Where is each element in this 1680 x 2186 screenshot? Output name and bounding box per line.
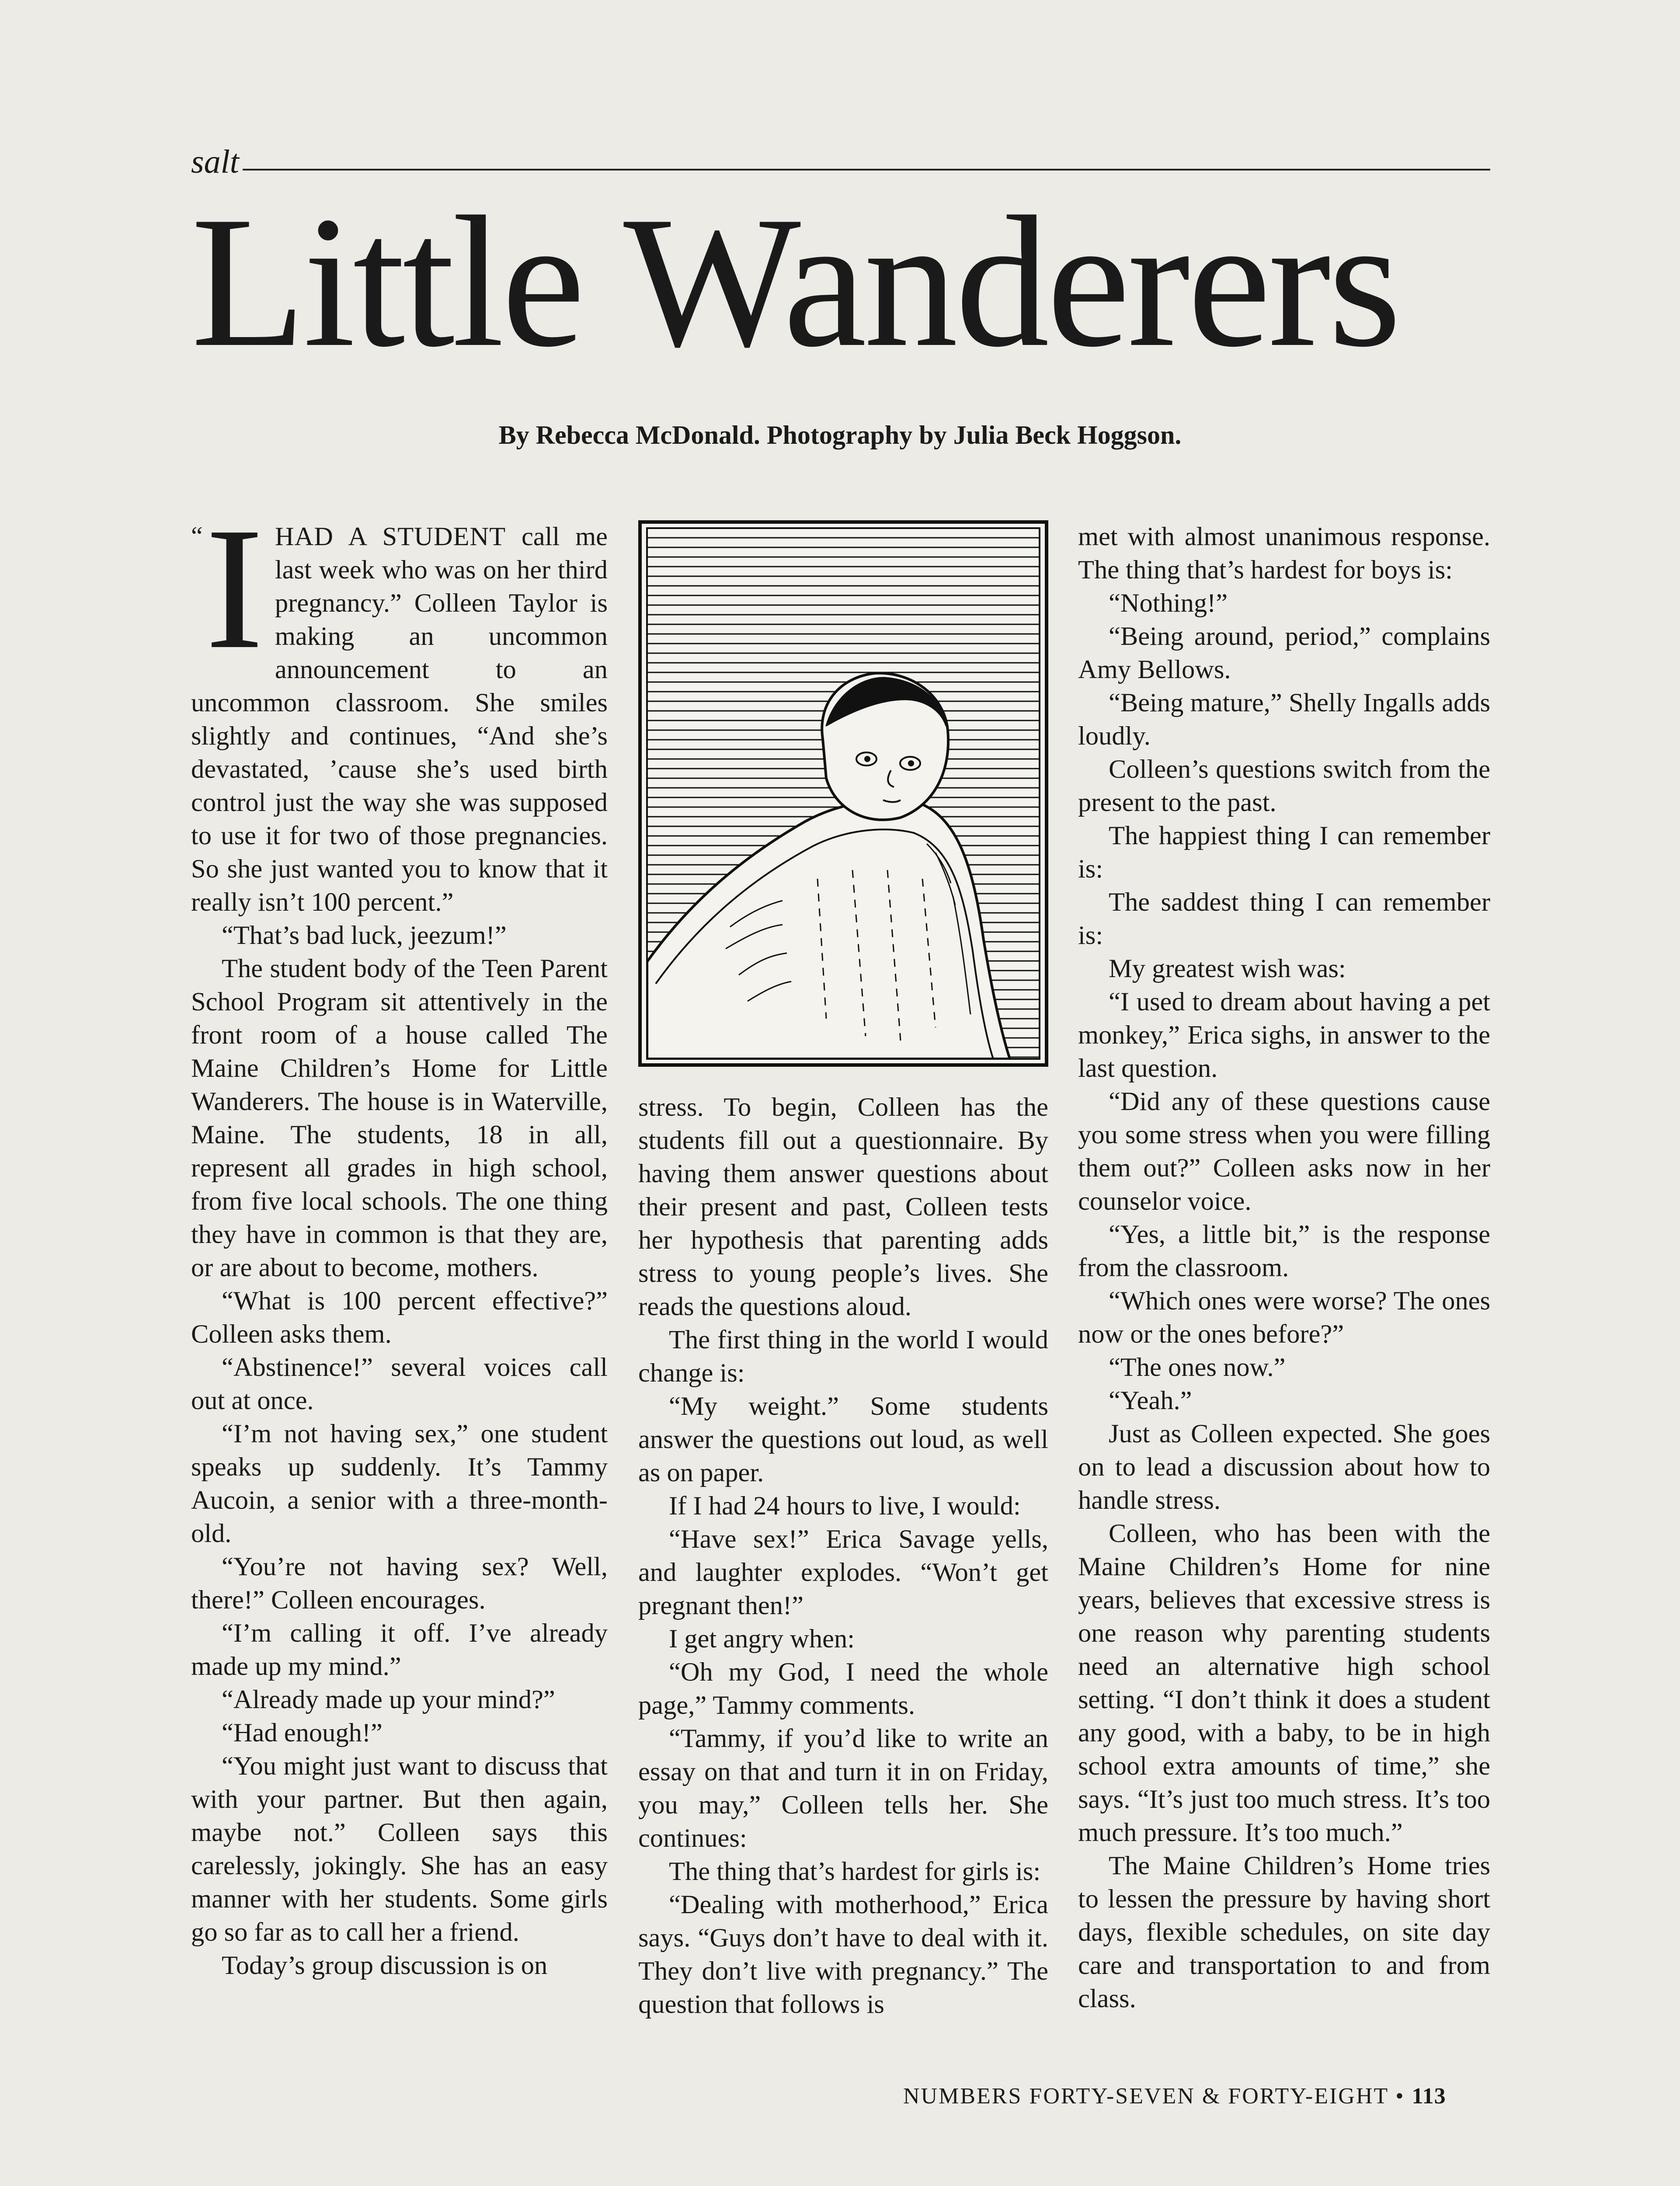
paragraph: “That’s bad luck, jeezum!”	[222, 921, 507, 950]
paragraph: “Dealing with motherhood,” Erica says. “Guys don’t have to deal with it. They don’t live with pregnancy.” The question that follows is	[638, 1890, 1048, 2019]
paragraph: “My weight.” Some students answer the questions out loud, as well as on paper.	[638, 1392, 1048, 1487]
paragraph: Colleen, who has been with the Maine Children’s Home for nine years, believes that excessive stress is one reason why parenting students need an alternative high school setting. “I don’t think it does a student any good, with a baby, to be in high school extra amounts of time,” she says. “It’s just too much stress. It’s too much pressure. It’s too much.”	[1078, 1519, 1490, 1847]
paragraph: “Yeah.”	[1109, 1386, 1192, 1415]
paragraph-continued: stress. To begin, Colleen has the students fill out a questionnaire. By having them answer questions about their present and past, Colleen tests her hypothesis that parenting adds stress to young people’s lives. She reads the questions aloud.	[638, 1093, 1048, 1321]
paragraph: “Being around, period,” complains Amy Bellows.	[1078, 622, 1490, 684]
paragraph: “Did any of these questions cause you some stress when you were filling them out?” Colleen asks now in her counselor voice.	[1078, 1087, 1490, 1216]
masthead-brand: salt	[191, 143, 239, 180]
page-number: 113	[1412, 2084, 1446, 2109]
paragraph: “You might just want to discuss that with your partner. But then again, maybe not.” Colleen says this carelessly, jokingly. She has an easy manner with her students. Some girls go so far as to call her a friend.	[191, 1751, 608, 1947]
paragraph: “What is 100 percent effective?” Colleen asks them.	[191, 1286, 608, 1349]
paragraph: Just as Colleen expected. She goes on to lead a discussion about how to handle stress.	[1078, 1419, 1490, 1515]
illustration	[638, 520, 1048, 1067]
paragraph: “Yes, a little bit,” is the response from the classroom.	[1078, 1220, 1490, 1282]
paragraph: The saddest thing I can remember is:	[1078, 888, 1490, 950]
page-footer	[903, 2081, 1446, 2112]
paragraph: “The ones now.”	[1109, 1353, 1286, 1382]
paragraph: “I’m not having sex,” one student speaks up suddenly. It’s Tammy Aucoin, a senior with a three-month-old.	[191, 1419, 608, 1548]
paragraph: If I had 24 hours to live, I would:	[669, 1491, 1021, 1521]
paragraph: “Nothing!”	[1109, 588, 1228, 618]
masthead-rule	[243, 169, 1490, 171]
article-column-2	[638, 1091, 1048, 2021]
article-column-1	[191, 491, 608, 1982]
paragraph: “Oh my God, I need the whole page,” Tammy comments.	[638, 1657, 1048, 1720]
paragraph: “Which ones were worse? The ones now or the ones before?”	[1078, 1286, 1490, 1349]
paragraph: “Had enough!”	[222, 1718, 383, 1747]
opening-paragraph	[191, 491, 608, 919]
byline: By Rebecca McDonald. Photography by Julia Beck Hoggson.	[498, 421, 1182, 449]
paragraph: “I used to dream about having a pet monkey,” Erica sighs, in answer to the last question.	[1078, 987, 1490, 1083]
sketch-of-person-wrapped-in-blanket-icon	[638, 520, 1048, 1067]
paragraph: The happiest thing I can remember is:	[1078, 821, 1490, 884]
opening-text: call me last week who was on her third pregnancy.” Colleen Taylor is making an uncommon announcement to an uncommon classroom. She smiles slightly and continues, “And she’s devastated, ’cause she’s used birth control just the way she was supposed to use it for two of those pregnancies. So she just wanted you to know that it really isn’t 100 percent.”	[191, 522, 608, 917]
paragraph-continued: met with almost unanimous response. The thing that’s hardest for boys is:	[1078, 522, 1490, 585]
paragraph: Today’s group discussion is on	[222, 1951, 548, 1980]
paragraph: “Abstinence!” several voices call out at once.	[191, 1353, 608, 1415]
paragraph: “Tammy, if you’d like to write an essay on that and turn it in on Friday, you may,” Colleen tells her. She continues:	[638, 1724, 1048, 1853]
footer-issue-label: NUMBERS FORTY-SEVEN & FORTY-EIGHT	[903, 2084, 1389, 2109]
paragraph: My greatest wish was:	[1109, 954, 1346, 983]
paragraph: The student body of the Teen Parent School Program sit attentively in the front room of a house called The Maine Children’s Home for Little Wanderers. The house is in Waterville, Maine. The students, 18 in all, represent all grades in high school, from five local schools. The one thing they have in common is that they are, or are about to become, mothers.	[191, 954, 608, 1282]
paragraph: “Being mature,” Shelly Ingalls adds loudly.	[1078, 688, 1490, 751]
paragraph: Colleen’s questions switch from the present to the past.	[1078, 755, 1490, 817]
opening-quote-mark: “	[191, 522, 203, 550]
paragraph: The thing that’s hardest for girls is:	[669, 1857, 1041, 1886]
paragraph: “I’m calling it off. I’ve already made up my mind.”	[191, 1619, 608, 1681]
paragraph: The first thing in the world I would change is:	[638, 1325, 1048, 1388]
opening-caps: HAD A STUDENT	[275, 522, 506, 551]
footer-separator: •	[1395, 2084, 1405, 2109]
paragraph: The Maine Children’s Home tries to lessen the pressure by having short days, flexible schedules, on site day care and transportation to and from class.	[1078, 1851, 1490, 2013]
paragraph: I get angry when:	[669, 1624, 855, 1653]
paragraph: “You’re not having sex? Well, there!” Colleen encourages.	[191, 1552, 608, 1615]
paragraph: “Already made up your mind?”	[222, 1685, 555, 1714]
article-title: Little Wanderers	[191, 178, 1399, 386]
paragraph: “Have sex!” Erica Savage yells, and laughter explodes. “Won’t get pregnant then!”	[638, 1525, 1048, 1620]
drop-cap: I	[205, 491, 264, 685]
masthead	[191, 144, 1490, 179]
article-column-3	[1078, 520, 1490, 2015]
